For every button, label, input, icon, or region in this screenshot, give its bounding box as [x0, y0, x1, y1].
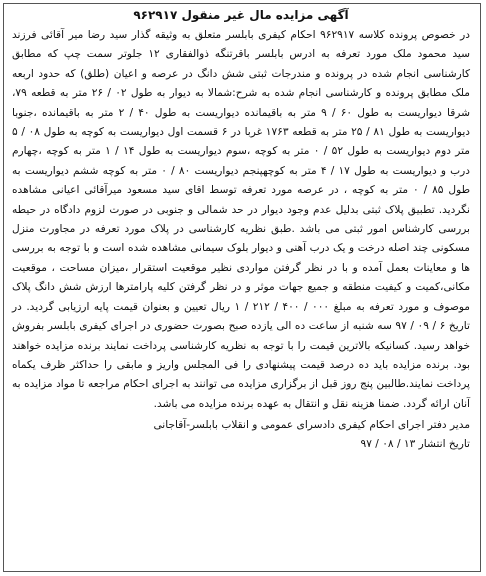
- notice-body: در خصوص پرونده کلاسه ۹۶۲۹۱۷ احکام کیفری بابلسر متعلق به وثیقه گذار سید رضا میر آقائی فرزند سید محمود ملک مورد تعرفه به ادرس بابلسر باقرتنگه ذوالفقاری ۱۲ جلوتر سمت چپ که مطابق کارشناسی انجام شده در پرونده و مندرجات ثبتی شش دانگ در عرصه و اعیان (طلق) که حدود اربعه ملک مطابق پرونده و کارشناسی انجام شده به شرح:شمالا به دیوار به طول ۰۲ / ۲۶ متر به قطعه ۷۹، شرقا دیواریست به طول ۶۰ / ۹ متر به باقیمانده دیواریست به طول ۴۰ / ۲ متر به باقیمانده ،جنوبا دیواریست به طول ۸۱ / ۲۵ متر به قطعه ۱۷۶۳ غربا در ۶ قسمت اول دیواریست به کوچه به طول ۰۸ / ۵ متر دوم دیواریست به طول ۵۲ / ۰ متر به کوچه ،سوم دیواریست به طول ۱۴ / ۱ متر به کوچه ،چهارم درب و دیواریست به طول ۱۷ / ۴ متر به کوچهپنجم دیواریست ۸۰ / ۰ متر به کوچه ششم دیواریست به طول ۸۵ / ۰ متر به کوچه ، در عرصه مورد تعرفه توسط اقای سید مسعود میرآقائی اعیانی مشاهده نگردید. تطبیق پلاک ثبتی بدلیل عدم وجود دیوار در حد شمالی و جنوبی در صورت لزوم دادگاه در حیطه بررسی کارشناس امور ثبتی می باشد .طبق نظریه کارشناسی در پلاک مورد تعرفه در مجاورت منزل مسکونی چند اصله درخت و یک درب آهنی و دیوار بلوک سیمانی مشاهده شده است و با توجه به بررسی ها و معاینات بعمل آمده و با در نظر گرفتن مواردی نظیر موقعیت استقرار ،میزان مساحت ، موقعیت مکانی،کمیت و کیفیت منطقه و جمیع جهات موثر و در نظر گرفتن کلیه پارامترها ارزش شش دانگ پلاک موصوف و مورد تعرفه به مبلغ ۰۰۰ / ۴۰۰ / ۲۱۲ / ۱ ریال تعیین و بعنوان قیمت پایه ارزیابی گردید. در تاریخ ۶ / ۰۹ / ۹۷ سه شنبه از ساعت ده الی یازده صبح بصورت حضوری در اجرای کیفری بابلسر بفروش خواهد رسید. کسانیکه بالاترین قیمت را با توجه به نظریه کارشناسی پرداخت نمایند برنده مزایده خواهند بود. برنده مزایده باید ده درصد قیمت پیشنهادی را فی المجلس واریز و مابقی را حداکثر ظرف یکماه پرداخت نمایند.طالبین پنج روز قبل از برگزاری مزایده می توانند به اجرای احکام مراجعه تا مواد مزایده به آنان ارائه گردد. ضمنا هزینه نقل و انتقال به عهده برنده مزایده می باشد.: [12, 29, 471, 410]
- notice-title: آگهی مزایده مال غیر منقول ۹۶۲۹۱۷: [133, 8, 349, 22]
- signature-line: مدیر دفتر اجرای احکام کیفری دادسرای عمومی و انقلاب بابلسر-آقاجانی: [153, 419, 470, 432]
- publish-date: تاریخ انتشار ۱۳ / ۰۸ / ۹۷: [360, 438, 470, 451]
- auction-notice: [3, 3, 481, 572]
- notice-footer: [12, 416, 470, 454]
